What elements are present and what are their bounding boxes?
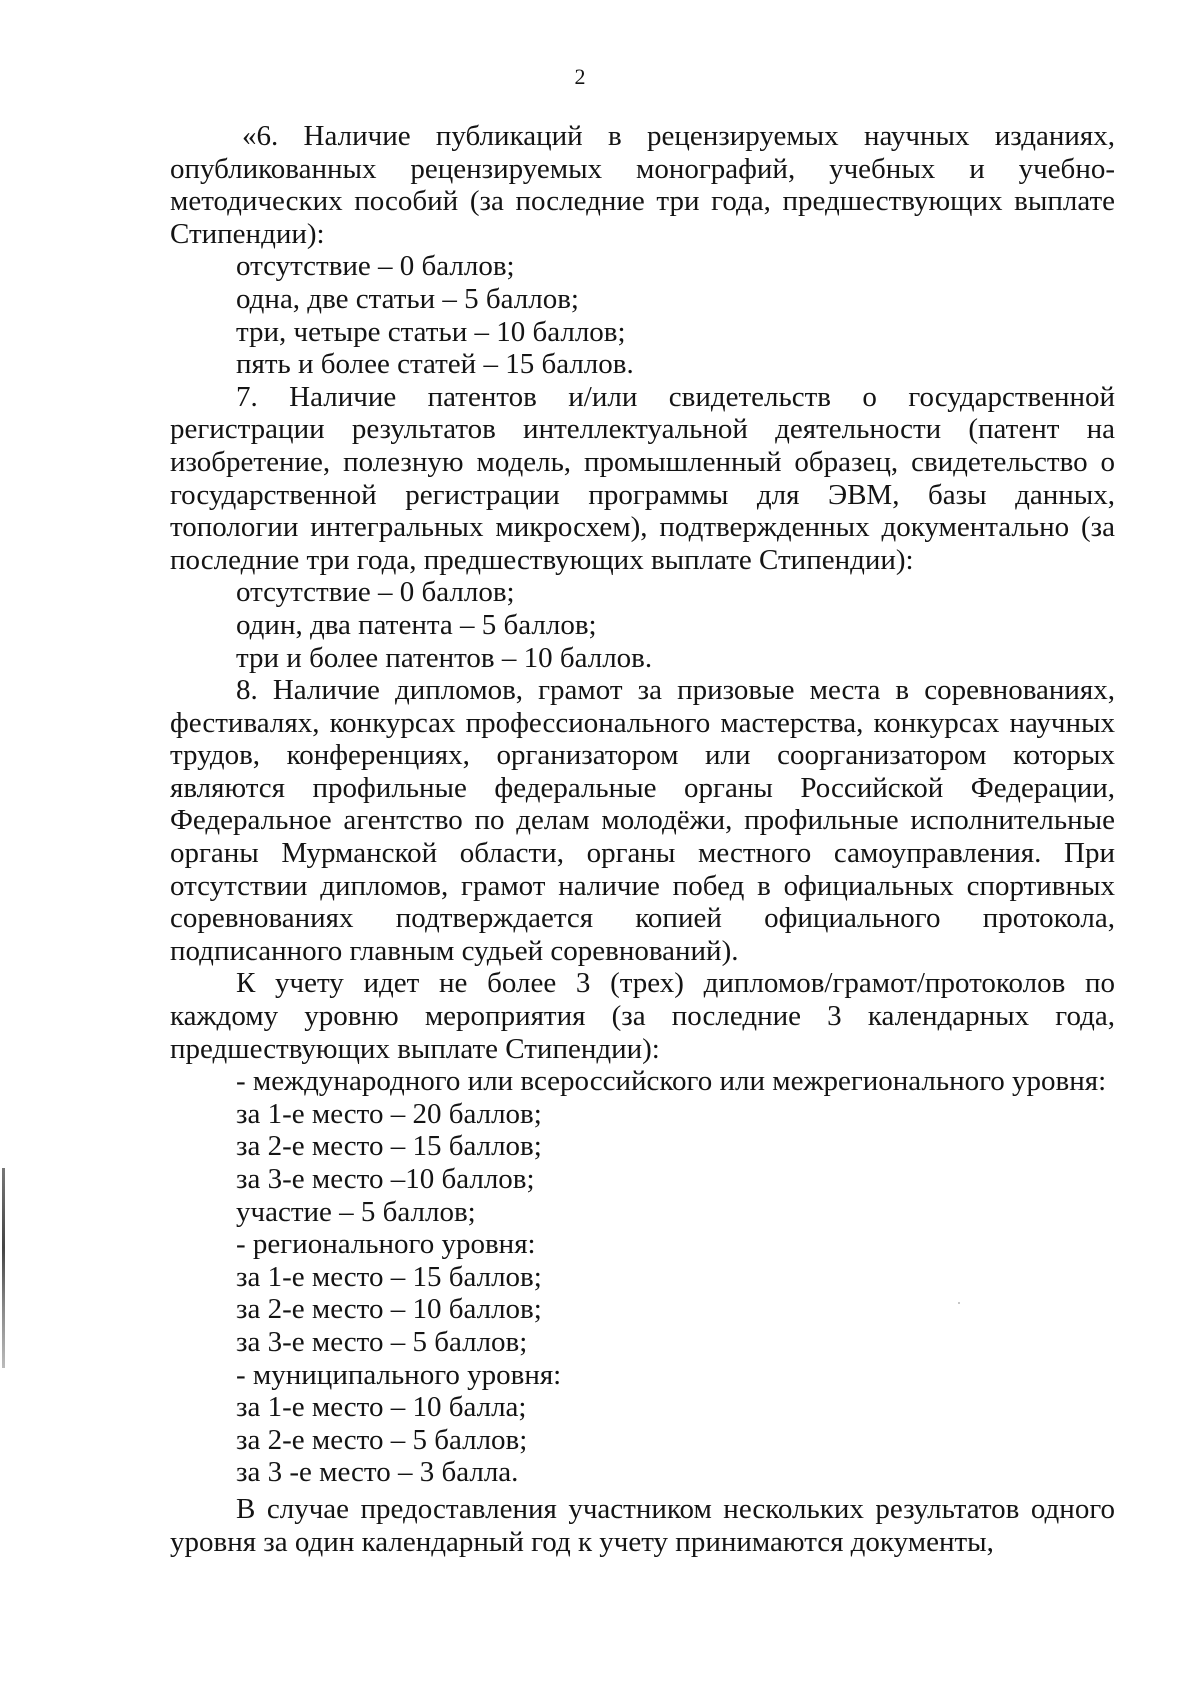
level-title-municipal: - муниципального уровня: bbox=[236, 1358, 562, 1391]
level-item: за 2-е место – 5 баллов; bbox=[236, 1423, 528, 1456]
level-item: за 3 -е место – 3 балла. bbox=[236, 1456, 519, 1489]
section-7-heading: 7. Наличие патентов и/или свидетельств о государственной регистрации результатов интеллектуальной деятельности (патент на изобретение, полезную модель, промышленный образец, свидетельство о государственной регистрации программы для ЭВМ, базы данных, топологии интегральных микросхем), подтвержденных документально (за последние три года, предшествующих выплате Стипендии): bbox=[170, 380, 1115, 576]
level-item: за 2-е место – 15 баллов; bbox=[236, 1130, 542, 1163]
section-8-closing: В случае предоставления участником нескольких результатов одного уровня за один календарный год к учету принимаются документы, bbox=[170, 1492, 1115, 1558]
level-item: за 2-е место – 10 баллов; bbox=[236, 1293, 542, 1326]
document-body bbox=[170, 120, 1115, 1558]
section-7-item: один, два патента – 5 баллов; bbox=[236, 608, 597, 641]
page-number: 2 bbox=[574, 64, 586, 89]
scan-edge-artifact bbox=[2, 1168, 5, 1368]
level-item: за 1-е место – 10 балла; bbox=[236, 1391, 527, 1424]
level-item: за 1-е место – 15 баллов; bbox=[236, 1260, 542, 1293]
section-7-item: три и более патентов – 10 баллов. bbox=[236, 641, 653, 674]
section-8-note: К учету идет не более 3 (трех) дипломов/грамот/протоколов по каждому уровню мероприятия (за последние 3 календарных года, предшествующих выплате Стипендии): bbox=[170, 967, 1115, 1065]
level-title-regional: - регионального уровня: bbox=[236, 1228, 536, 1261]
level-item: за 1-е место – 20 баллов; bbox=[236, 1097, 542, 1130]
section-6-item: отсутствие – 0 баллов; bbox=[236, 250, 515, 283]
section-6-item: пять и более статей – 15 баллов. bbox=[236, 348, 634, 381]
section-6-heading: «6. Наличие публикаций в рецензируемых научных изданиях, опубликованных рецензируемых монографий, учебных и учебно-методических пособий (за последние три года, предшествующих выплате Стипендии): bbox=[170, 120, 1115, 250]
level-item: за 3-е место –10 баллов; bbox=[236, 1163, 535, 1195]
level-item: участие – 5 баллов; bbox=[236, 1195, 476, 1228]
section-8-heading: 8. Наличие дипломов, грамот за призовые места в соревнованиях, фестивалях, конкурсах профессионального мастерства, конкурсах научных трудов, конференциях, организатором или соорганизатором которых являются профильные федеральные органы Российской Федерации, Федеральное агентство по делам молодёжи, профильные исполнительные органы Мурманской области, органы местного самоуправления. При отсутствии дипломов, грамот наличие побед в официальных спортивных соревнованиях подтверждается копией официального протокола, подписанного главным судьей соревнований). bbox=[170, 674, 1115, 967]
level-item: за 3-е место – 5 баллов; bbox=[236, 1325, 528, 1358]
section-6-item: одна, две статьи – 5 баллов; bbox=[236, 282, 579, 315]
level-title-international: - международного или всероссийского или межрегионального уровня: bbox=[236, 1065, 1107, 1098]
scan-dust-artifact bbox=[958, 1302, 960, 1304]
section-6-item: три, четыре статьи – 10 баллов; bbox=[236, 315, 626, 348]
section-7-item: отсутствие – 0 баллов; bbox=[236, 576, 515, 609]
